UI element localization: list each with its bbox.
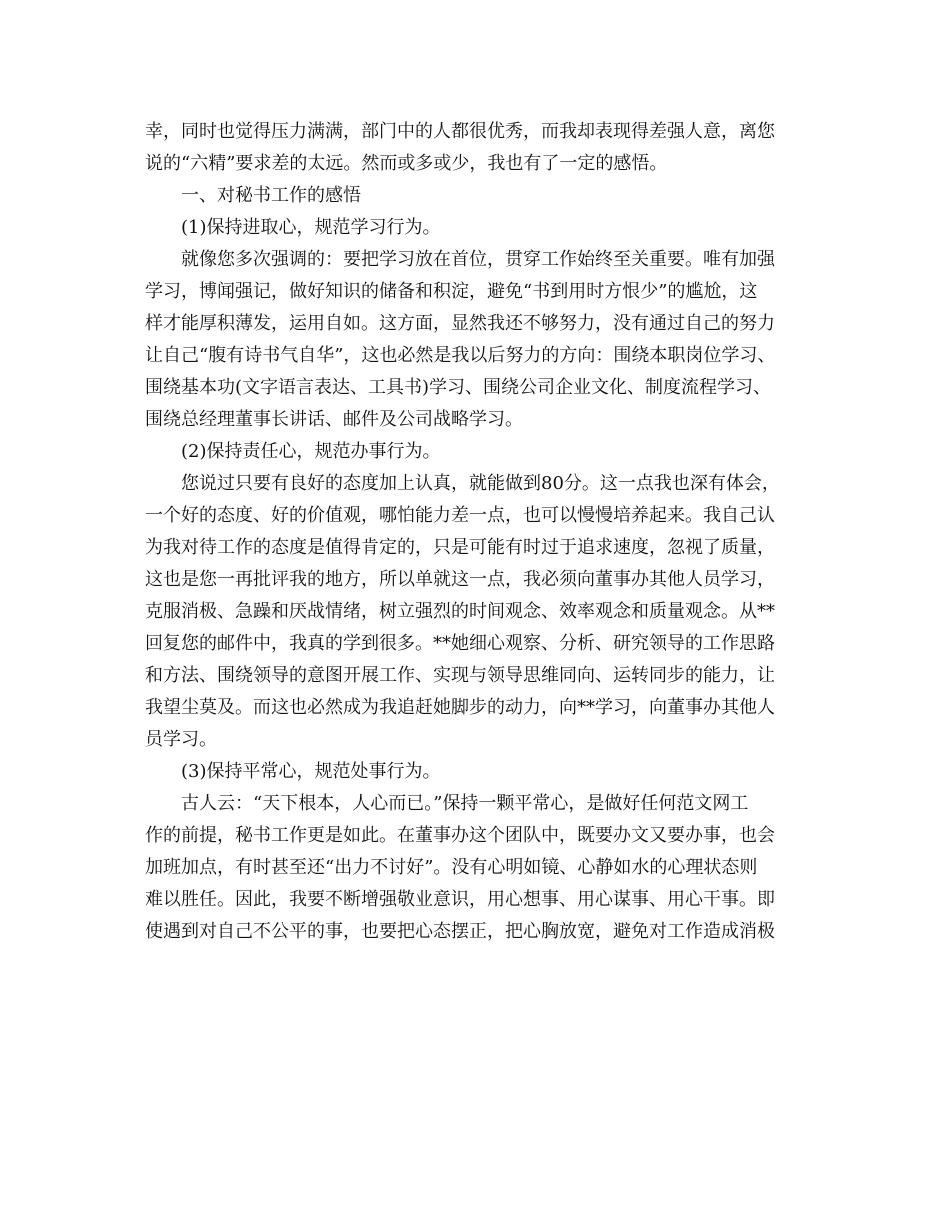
text-line: 幸，同时也觉得压力满满，部门中的人都很优秀，而我却表现得差强人意，离您 bbox=[145, 121, 775, 142]
text-line: 您说过只要有良好的态度加上认真，就能做到80分。这一点我也深有体会， bbox=[181, 473, 780, 494]
text-line: (2)保持责任心，规范办事行为。 bbox=[181, 441, 441, 462]
text-line: 让自己“腹有诗书气自华”，这也必然是我以后努力的方向：围绕本职岗位学习、 bbox=[145, 345, 776, 366]
text-line: 学习，博闻强记，做好知识的储备和积淀，避免“书到用时方恨少”的尴尬，这 bbox=[145, 281, 758, 302]
text-line: 回复您的邮件中，我真的学到很多。**她细心观察、分析、研究领导的工作思路 bbox=[145, 633, 775, 654]
text-line: 这也是您一再批评我的地方，所以单就这一点，我必须向董事办其他人员学习， bbox=[145, 569, 775, 590]
text-line: 我望尘莫及。而这也必然成为我追赶她脚步的动力，向**学习，向董事办其他人 bbox=[145, 697, 775, 718]
text-line: 和方法、围绕领导的意图开展工作、实现与领导思维同向、运转同步的能力，让 bbox=[145, 665, 775, 686]
text-line: (1)保持进取心，规范学习行为。 bbox=[181, 217, 441, 238]
text-line: 难以胜任。因此，我要不断增强敬业意识，用心想事、用心谋事、用心干事。即 bbox=[145, 889, 775, 910]
text-line: 克服消极、急躁和厌战情绪，树立强烈的时间观念、效率观念和质量观念。从** bbox=[145, 601, 775, 622]
text-line: 围绕总经理董事长讲话、邮件及公司战略学习。 bbox=[145, 409, 523, 430]
text-line: 加班加点，有时甚至还“出力不讨好”。没有心明如镜、心静如水的心理状态则 bbox=[145, 857, 758, 878]
text-line: 古人云：“天下根本，人心而已。”保持一颗平常心，是做好任何范文网工 bbox=[181, 793, 749, 814]
text-line: 一个好的态度、好的价值观，哪怕能力差一点，也可以慢慢培养起来。我自己认 bbox=[145, 505, 775, 526]
document-body bbox=[145, 116, 805, 948]
text-line: 样才能厚积薄发，运用自如。这方面，显然我还不够努力，没有通过自己的努力 bbox=[145, 313, 775, 334]
text-line: (3)保持平常心，规范处事行为。 bbox=[181, 761, 441, 782]
text-line: 就像您多次强调的：要把学习放在首位，贯穿工作始终至关重要。唯有加强 bbox=[181, 249, 775, 270]
text-line: 说的“六精”要求差的太远。然而或多或少，我也有了一定的感悟。 bbox=[145, 153, 668, 174]
text-line: 使遇到对自己不公平的事，也要把心态摆正，把心胸放宽，避免对工作造成消极 bbox=[145, 921, 775, 942]
text-line: 围绕基本功(文字语言表达、工具书)学习、围绕公司企业文化、制度流程学习、 bbox=[145, 377, 772, 398]
text-line: 一、对秘书工作的感悟 bbox=[181, 185, 361, 206]
text-line: 为我对待工作的态度是值得肯定的，只是可能有时过于追求速度，忽视了质量， bbox=[145, 537, 775, 558]
text-line: 作的前提，秘书工作更是如此。在董事办这个团队中，既要办文又要办事，也会 bbox=[145, 825, 775, 846]
text-line: 员学习。 bbox=[145, 729, 217, 750]
